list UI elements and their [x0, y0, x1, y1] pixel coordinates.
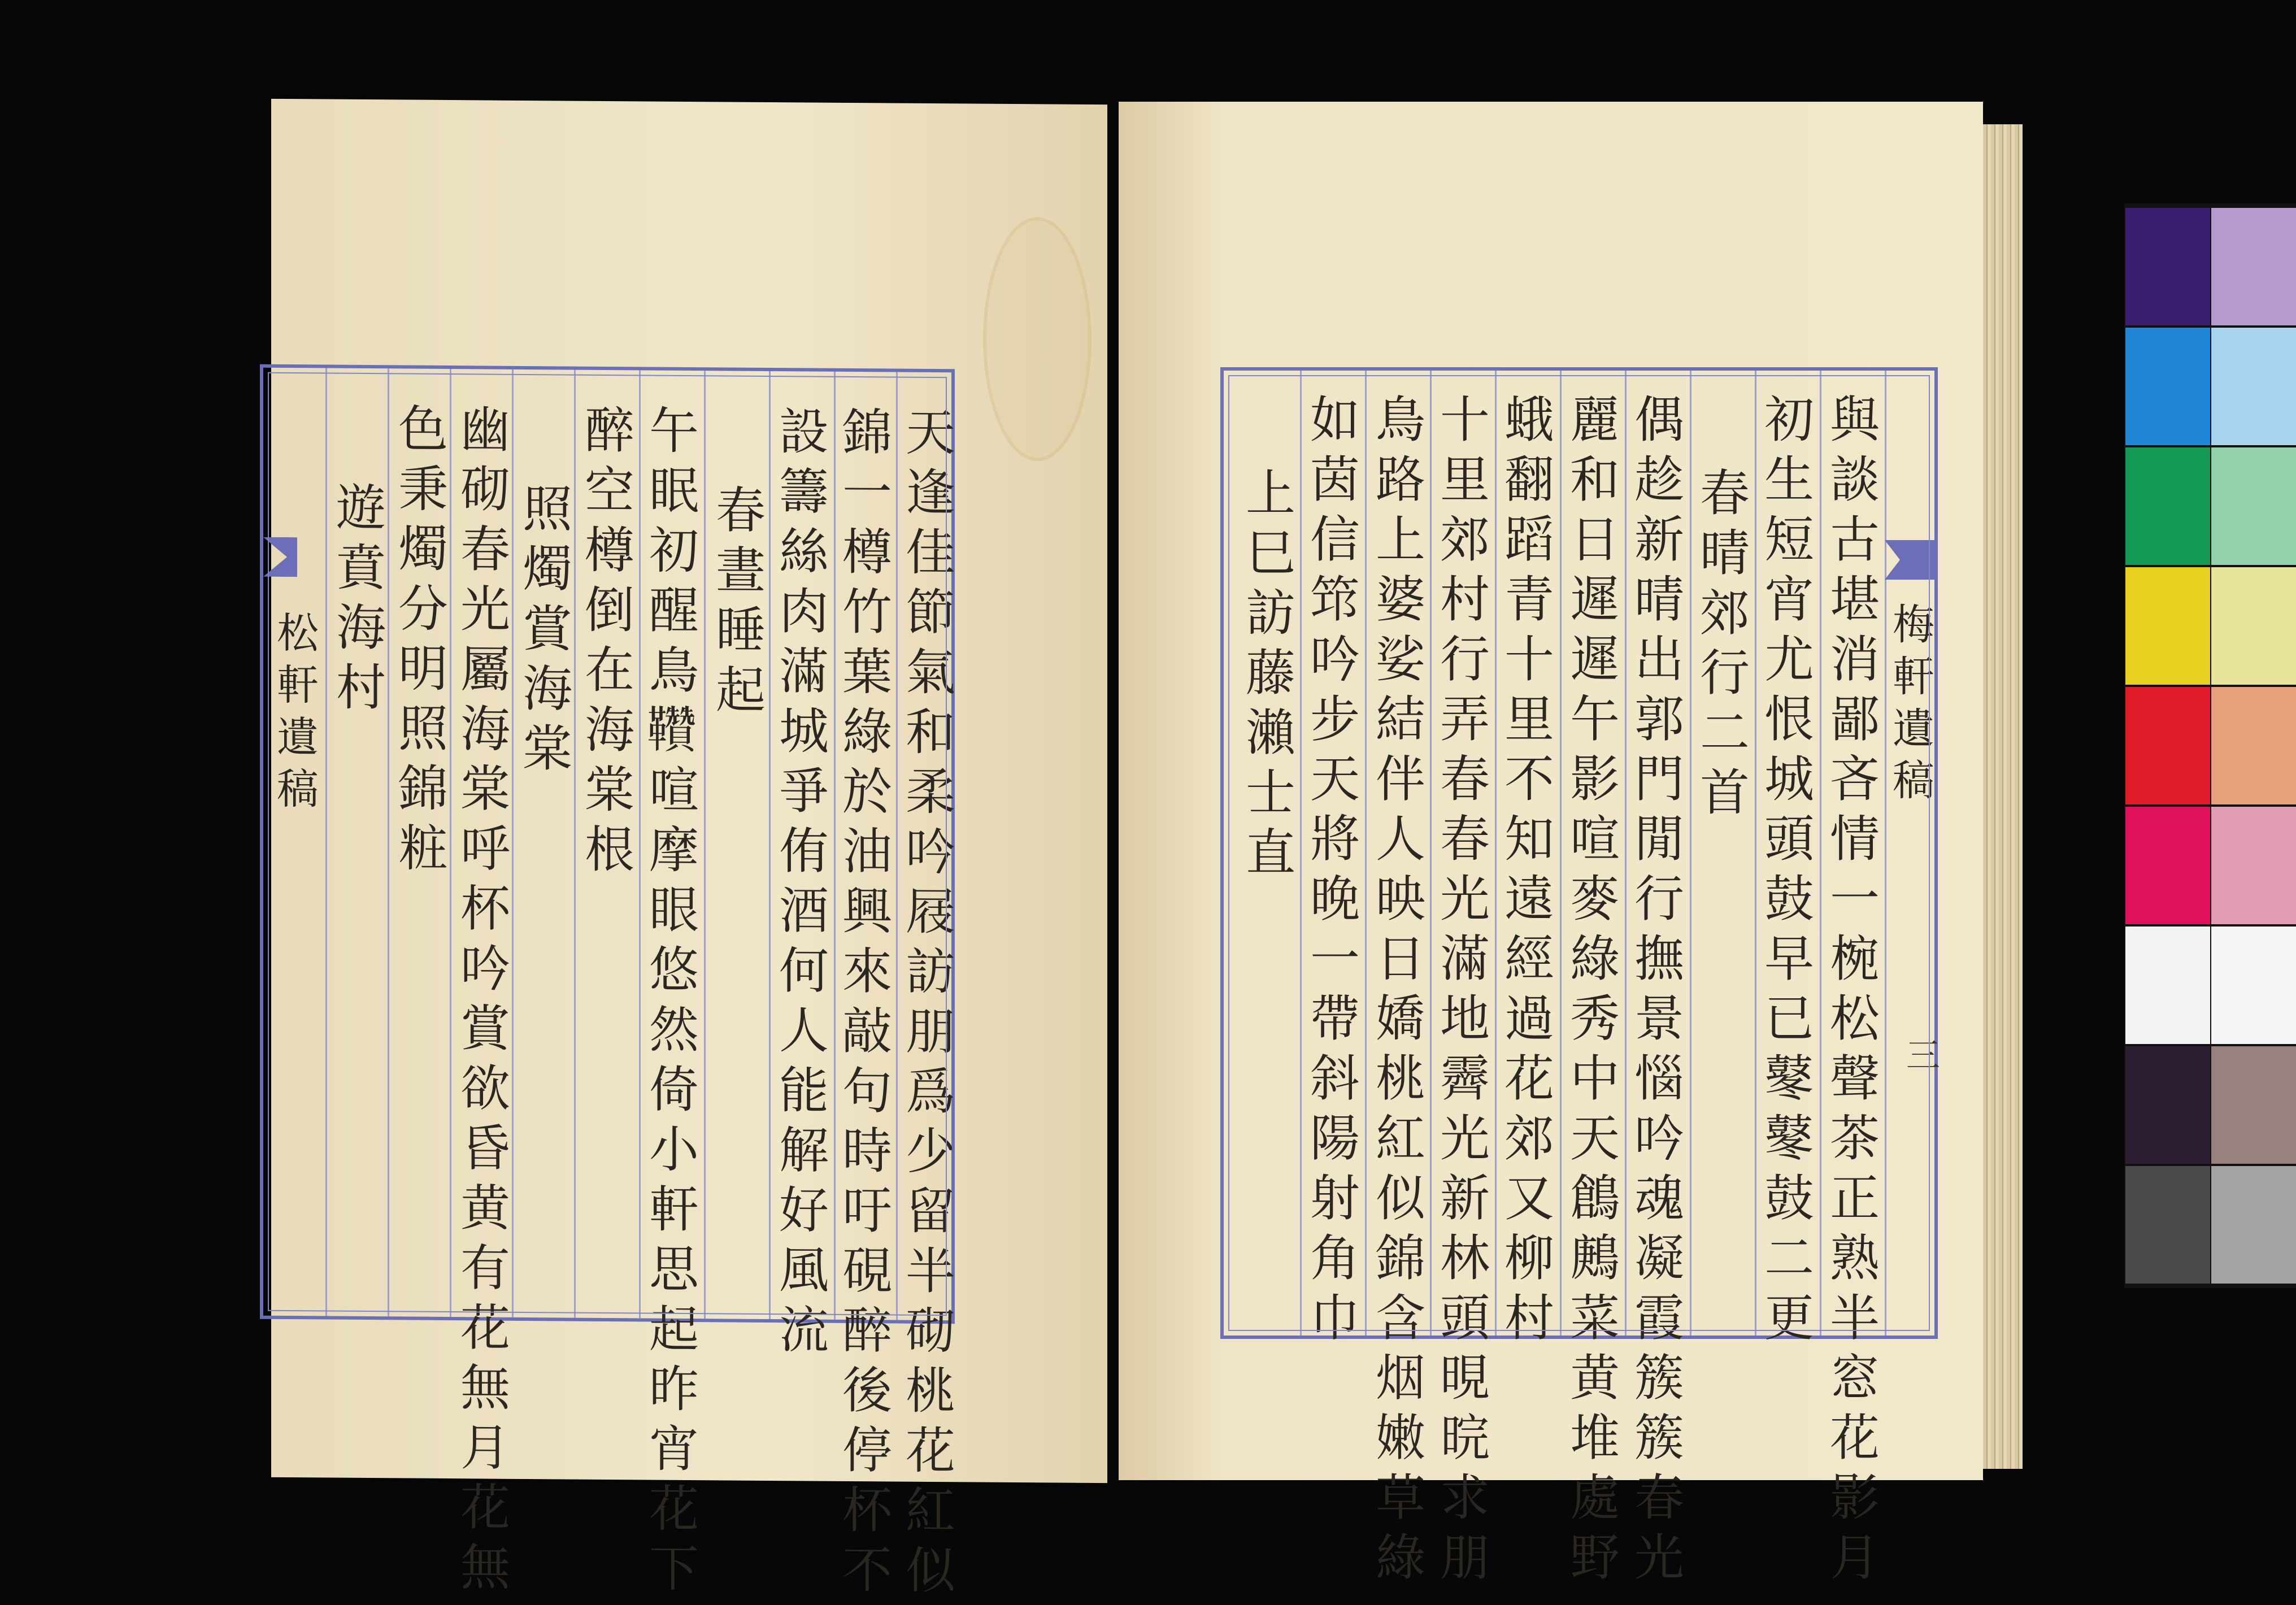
text-column: 上巳訪藤瀨士直: [1238, 467, 1296, 886]
column-rule: [1755, 371, 1756, 1336]
color-patch: [2125, 447, 2210, 565]
text-column: 鳥路上婆娑結伴人映日嬌桃紅似錦含烟嫩草綠: [1368, 393, 1426, 1591]
color-patch: [2125, 567, 2210, 685]
color-patch: [2211, 807, 2296, 924]
color-checker: [2124, 203, 2296, 1288]
left-text-frame: [260, 364, 956, 1604]
text-column: 午眠初醒鳥𩎈喧摩眼悠然倚小軒思起昨宵花下: [641, 404, 699, 1603]
column-rule: [1430, 371, 1432, 1336]
text-column: 錦一樽竹葉綠於油興來敲句時吁硯醉後停杯不: [834, 405, 893, 1604]
column-rule: [834, 372, 836, 1320]
color-patch: [2125, 208, 2210, 325]
text-column: 初生短宵尤恨城頭鼓早已鼕鼕鼓二更: [1756, 393, 1815, 1351]
column-rule: [512, 369, 514, 1317]
left-page: [270, 99, 1107, 1604]
text-column: 幽砌春光屬海棠呼杯吟賞欲昏黄有花無月花無: [453, 403, 511, 1601]
text-column: 與談古堪消鄙吝情一椀松聲茶正熟半窓花影月: [1822, 393, 1880, 1591]
color-patch: [2125, 1166, 2210, 1284]
column-rule: [574, 370, 576, 1318]
color-patch: [2125, 807, 2210, 924]
color-patch: [2211, 447, 2296, 565]
column-rule: [896, 372, 898, 1320]
right-page: [1119, 102, 1983, 1591]
color-patch: [2125, 1046, 2210, 1164]
column-rule: [1885, 371, 1886, 1336]
open-book: [270, 102, 2011, 1604]
text-column: 十里郊村行弄春春光滿地霽光新林頭晛晥求朋: [1432, 393, 1490, 1591]
text-column: 照燭賞海棠: [515, 482, 573, 782]
text-column: 蛾翻蹈青十里不知遠經過花郊又柳村: [1497, 393, 1555, 1351]
right-text-frame: [1220, 367, 1940, 1591]
column-rule: [325, 368, 327, 1316]
text-column: 設籌絲肉滿城爭侑酒何人能解好風流: [771, 405, 829, 1364]
color-patch: [2125, 687, 2210, 804]
water-stain: [983, 217, 1092, 462]
color-patch: [2211, 1166, 2296, 1284]
text-column: 天逢佳節氣和柔吟屐訪朋爲少留半砌桃花紅似: [898, 406, 956, 1604]
column-rule: [1560, 371, 1562, 1336]
text-column: 春晝睡起: [708, 484, 766, 724]
column-rule: [1625, 371, 1627, 1336]
color-patch: [2211, 208, 2296, 325]
color-patch: [2211, 567, 2296, 685]
color-patch: [2211, 927, 2296, 1044]
text-column: 如茵信筇吟步天將晚一帶斜陽射角巾: [1302, 393, 1360, 1351]
text-column: 麗和日遲遲午影喧麥綠秀中天鶬鶊菜黄堆處野: [1562, 393, 1620, 1591]
fishtail-mark: [1885, 540, 1936, 580]
column-rule: [1495, 371, 1497, 1336]
left-ear-label: 松軒遺稿: [270, 610, 319, 819]
column-rule: [704, 371, 706, 1319]
column-rule: [450, 369, 451, 1317]
text-column: 色秉燭分明照錦粧: [390, 402, 449, 882]
column-rule: [1300, 371, 1302, 1336]
color-patch: [2211, 328, 2296, 445]
column-rule: [1820, 371, 1821, 1336]
color-patch: [2211, 1046, 2296, 1164]
column-rule: [639, 370, 641, 1318]
color-patch: [2125, 927, 2210, 1044]
text-column: 春晴郊行二首: [1692, 467, 1750, 826]
color-patch: [2211, 687, 2296, 804]
column-rule: [388, 368, 389, 1316]
right-ear-label: 梅軒遺稿: [1886, 602, 1934, 810]
page-edges: [1983, 124, 2023, 1469]
color-patch: [2125, 328, 2210, 445]
page-number: 三: [1901, 1037, 1940, 1071]
column-rule: [769, 371, 771, 1319]
column-rule: [1365, 371, 1367, 1336]
text-column: 偶趁新晴出郭門閒行撫景惱吟魂凝霞簇簇春光: [1627, 393, 1685, 1591]
text-column: 遊賁海村: [328, 481, 386, 721]
column-rule: [1690, 371, 1691, 1336]
text-column: 醉空樽倒在海棠根: [577, 403, 635, 884]
fishtail-mark: [263, 537, 297, 577]
